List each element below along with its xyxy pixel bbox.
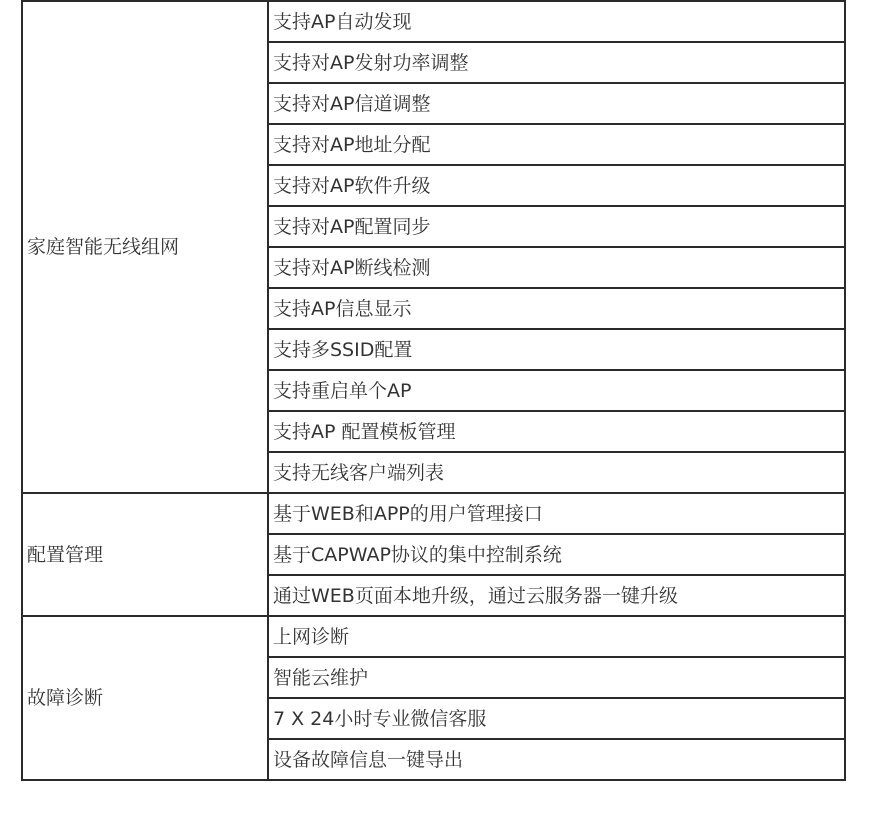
feature-cell: 支持对AP配置同步 (268, 206, 845, 247)
feature-cell: 支持对AP断线检测 (268, 247, 845, 288)
feature-cell: 支持AP 配置模板管理 (268, 411, 845, 452)
category-cell: 配置管理 (22, 493, 268, 616)
feature-cell: 支持对AP地址分配 (268, 124, 845, 165)
feature-cell: 基于CAPWAP协议的集中控制系统 (268, 534, 845, 575)
feature-cell: 支持对AP软件升级 (268, 165, 845, 206)
feature-cell: 支持对AP信道调整 (268, 83, 845, 124)
category-cell: 故障诊断 (22, 616, 268, 780)
feature-spec-table-body (22, 0, 845, 780)
table-row (22, 1, 845, 42)
feature-cell: 支持多SSID配置 (268, 329, 845, 370)
feature-cell: 7 X 24小时专业微信客服 (268, 698, 845, 739)
feature-cell: 通过WEB页面本地升级，通过云服务器一键升级 (268, 575, 845, 616)
feature-cell: 支持AP信息显示 (268, 288, 845, 329)
feature-cell: 支持对AP发射功率调整 (268, 42, 845, 83)
feature-cell: 上网诊断 (268, 616, 845, 657)
feature-cell: 支持无线客户端列表 (268, 452, 845, 493)
category-cell: 家庭智能无线组网 (22, 1, 268, 493)
feature-cell: 支持重启单个AP (268, 370, 845, 411)
feature-cell: 基于WEB和APP的用户管理接口 (268, 493, 845, 534)
table-row (22, 493, 845, 534)
feature-cell: 智能云维护 (268, 657, 845, 698)
table-row (22, 616, 845, 657)
feature-cell: 设备故障信息一键导出 (268, 739, 845, 780)
feature-cell: 支持AP自动发现 (268, 1, 845, 42)
feature-spec-table (21, 0, 846, 781)
